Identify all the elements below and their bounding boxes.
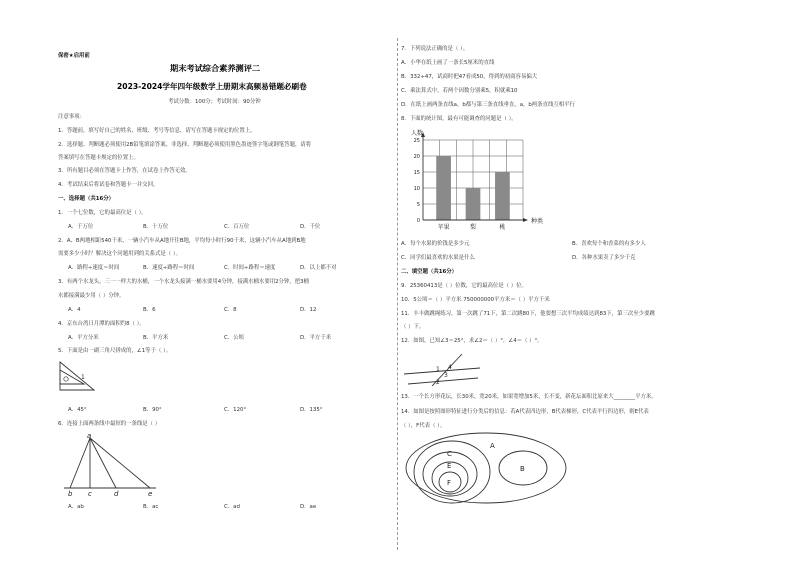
notes-label: 注意事项： <box>58 114 85 120</box>
q8-text: 8．下面的统计图，最有可能调查的问题是（ ）。 <box>401 116 517 122</box>
venn-label-b: B <box>520 465 525 473</box>
note-4: 4．考试结束后将试卷和答题卡一并交回。 <box>58 182 159 188</box>
bar-0 <box>436 156 451 220</box>
note-2-cont: 答案填写在答题卡规定的位置上。 <box>58 155 139 161</box>
chart-category-labels <box>438 223 506 231</box>
q4-text: 4．京东台湾日月潭的面积约8（ ）。 <box>58 321 145 327</box>
q3-option-a[interactable]: A．4 <box>68 307 81 313</box>
bar-1 <box>466 188 481 220</box>
q10-text: 10．5公顷＝（ ）平方米 750000000平方米＝（ ）平方千米 <box>401 297 550 303</box>
exam-title: 期末考试综合素养测评二 <box>170 63 261 73</box>
point-a-label: a <box>87 432 92 440</box>
q14-line2: （ ），F代表（ ）。 <box>401 423 446 429</box>
q6-text: 6．连接上面两条线中最短的一条线是（ ） <box>58 421 161 427</box>
q6-lines-figure <box>60 432 160 498</box>
q7-text: 7．下列说法正确的是（ ）。 <box>401 46 469 52</box>
q3-option-c[interactable]: C．8 <box>224 307 237 313</box>
q1-text: 1．一个七位数，它的最高位是（ ）。 <box>58 210 147 216</box>
category-label: 桃 <box>499 224 506 231</box>
q5-text: 5．下面是由一副三角尺拼成的，∠1等于（ ）。 <box>58 348 172 354</box>
q6-option-d[interactable]: D．ae <box>300 504 317 510</box>
chart-y-ticks <box>414 138 420 224</box>
q7-option-c[interactable]: C．乘法算式中，若两个因数分别乘5，积就乘10 <box>401 88 518 94</box>
section1-title: 一、选择题（共16分） <box>58 196 115 202</box>
outer-ellipse <box>406 433 566 503</box>
y-tick-label: 0 <box>416 218 420 224</box>
q12-text: 12．如图，已知∠3＝25°，求∠2＝（ ）°，∠4＝（ ）°。 <box>401 338 543 344</box>
q5-option-b[interactable]: B．90° <box>143 407 162 413</box>
q4-option-b[interactable]: B．平方米 <box>143 335 169 341</box>
secret-label: 保密★启用前 <box>58 53 90 59</box>
exam-info: 考试分数：100分；考试时间：90分钟 <box>168 99 261 105</box>
venn-label-f: F <box>447 479 452 487</box>
column-divider <box>397 38 398 550</box>
q5-option-c[interactable]: C．120° <box>224 407 247 413</box>
q1-option-c[interactable]: C．百万位 <box>224 224 250 230</box>
note-2: 2．选择题、判断题必须使用2B铅笔填涂答案，非选择、判断题必须使用黑色墨迹签字笔或钢笔答题，请将 <box>58 142 312 148</box>
chart-xlabel: 种类 <box>531 218 544 225</box>
q2-option-d[interactable]: D．以上都不对 <box>300 265 337 271</box>
q5-angle-label: 1 <box>81 374 85 381</box>
angle-3-label: 3 <box>444 372 448 379</box>
point-d-label: d <box>114 490 119 498</box>
q7-option-b[interactable]: B．332÷47，试商时把47看成50，得到的初商容易偏大 <box>401 74 538 80</box>
y-tick-label: 15 <box>413 170 420 176</box>
venn-label-e: E <box>447 462 452 470</box>
q8-option-a[interactable]: A．每个水果的价钱是多少元 <box>401 241 470 247</box>
q13-text: 13．一个长方形花坛，长30米，宽20米，如果宽增加5米，长不变，新花坛面积比原来大________平方米。 <box>401 394 657 400</box>
point-e-label: e <box>148 490 153 498</box>
point-c-label: c <box>88 490 92 498</box>
category-label: 苹果 <box>437 224 450 231</box>
section2-title: 二、填空题（共16分） <box>401 269 458 275</box>
q2-option-b[interactable]: B．速度÷路程＝时间 <box>143 265 195 271</box>
q8-option-d[interactable]: D．各种水果卖了多少千克 <box>572 255 636 261</box>
q12-angles-figure <box>402 352 482 386</box>
ellipse-c <box>423 452 477 496</box>
note-3: 3．所有题目必须在答题卡上作答，在试卷上作答无效。 <box>58 168 191 174</box>
y-tick-label: 10 <box>413 186 420 192</box>
y-tick-label: 25 <box>413 138 420 144</box>
q5-triangle-figure <box>58 360 96 392</box>
bar-2 <box>495 172 510 220</box>
q4-option-a[interactable]: A．平方分米 <box>68 335 99 341</box>
q11-line2: （ ）下。 <box>401 324 425 330</box>
q14-line1: 14．如图是按照图形特征进行分类后的信息：若A代表四边形，B代表梯形，C代表平行四边形，则E代表 <box>401 409 649 415</box>
q6-option-a[interactable]: A．ab <box>68 504 84 510</box>
q2-line2: 需要多少小时？解决这个问题用到的关系式是（ ）。 <box>58 251 181 257</box>
y-tick-label: 20 <box>413 154 420 160</box>
q3-line2: 水都接满最少用（ ）分钟。 <box>58 293 125 299</box>
q2-option-c[interactable]: C．时间÷路程＝速度 <box>224 265 276 271</box>
q2-line1: 2．A、B两地相距540千米，一辆小汽车从A地开往B地，平均每小时行90千米，这辆小汽车从A地到B地 <box>58 238 306 244</box>
chart-ylabel: 人数 <box>411 130 424 137</box>
q3-option-d[interactable]: D．12 <box>300 307 317 313</box>
q5-option-a[interactable]: A．45° <box>68 407 87 413</box>
note-1: 1．答题前，填写好自己的姓名、班级、考号等信息，请写在答题卡规定的位置上。 <box>58 128 256 134</box>
category-label: 梨 <box>469 224 477 231</box>
point-b-label: b <box>68 490 73 498</box>
y-tick-label: 5 <box>416 202 420 208</box>
angle-2-label: 2 <box>436 379 440 386</box>
q2-option-a[interactable]: A．路程÷速度＝时间 <box>68 265 120 271</box>
angle-4-label: 4 <box>448 364 452 371</box>
angle-1-label: 1 <box>436 366 440 373</box>
fruit-bar-chart <box>401 127 561 235</box>
q11-line1: 11．丰丰做跳绳练习，第一次跳了71下，第二次跳80下，他要想三次平均成绩达到83下，第三次至少要跳 <box>401 311 655 317</box>
q1-option-b[interactable]: B．十万位 <box>143 224 169 230</box>
q8-option-b[interactable]: B．喜欢每个和香菜的有多少人 <box>572 241 646 247</box>
q1-option-d[interactable]: D．千位 <box>300 224 321 230</box>
x-axis-arrow <box>523 218 528 222</box>
q8-option-c[interactable]: C．同学们最喜欢的水果是什么 <box>401 255 475 261</box>
q5-option-d[interactable]: D．135° <box>300 407 323 413</box>
q4-option-c[interactable]: C．公顷 <box>224 335 244 341</box>
q4-option-d[interactable]: D．平方千米 <box>300 335 332 341</box>
venn-label-c: C <box>447 450 452 458</box>
q7-option-d[interactable]: D．在纸上画两条直线a，b都与第三条直线垂直，a，b两条直线互相平行 <box>401 102 575 108</box>
q1-option-a[interactable]: A．千万位 <box>68 224 94 230</box>
venn-label-a: A <box>490 442 495 450</box>
q14-venn-diagram <box>404 432 572 506</box>
q6-option-c[interactable]: C．ad <box>224 504 240 510</box>
q3-option-b[interactable]: B．6 <box>143 307 156 313</box>
exam-subtitle: 2023-2024学年四年级数学上册期末高频易错题必刷卷 <box>117 82 307 91</box>
q9-text: 9．25360413是（ ）位数，它的最高位是（ ）位。 <box>401 283 527 289</box>
q6-option-b[interactable]: B．ac <box>143 504 159 510</box>
q7-option-a[interactable]: A．小华在纸上画了一条长5厘米的直线 <box>401 60 495 66</box>
q3-line1: 3．有两个水龙头，三一一样大的水桶，一个水龙头接满一桶水要用4分钟，接满水桶水要用2分钟，把3桶 <box>58 279 309 285</box>
